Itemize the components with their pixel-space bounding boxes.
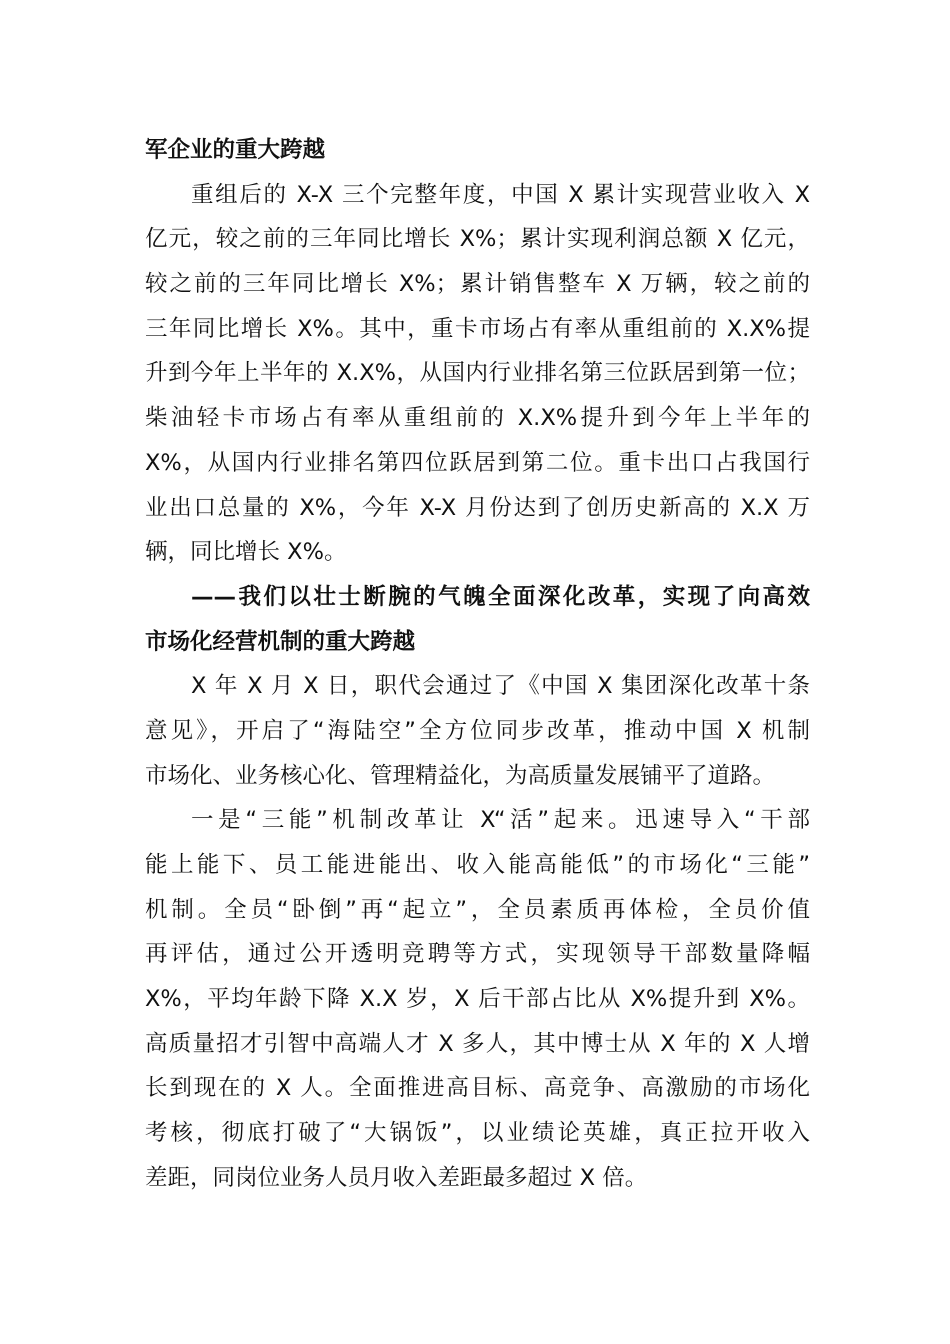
text-line: 高质量招才引智中高端人才 X 多人，其中博士从 X 年的 X 人增 bbox=[145, 1030, 810, 1057]
text-line: 市场化、业务核心化、管理精益化，为高质量发展铺平了道路。 bbox=[145, 762, 776, 789]
section-heading-line: 市场化经营机制的重大跨越 bbox=[145, 628, 416, 655]
document-page bbox=[145, 128, 810, 1201]
text-line: 较之前的三年同比增长 X%；累计销售整车 X 万辆，较之前的 bbox=[145, 271, 810, 298]
text-line: 升到今年上半年的 X.X%，从国内行业排名第三位跃居到第一位； bbox=[145, 360, 810, 387]
text-line: 考核，彻底打破了“大锅饭”，以业绩论英雄，真正拉开收入 bbox=[145, 1120, 810, 1147]
text-line: 能上能下、员工能进能出、收入能高能低”的市场化“三能” bbox=[145, 852, 810, 878]
text-line: 辆，同比增长 X%。 bbox=[145, 539, 347, 566]
text-line: X%，平均年龄下降 X.X 岁，X 后干部占比从 X%提升到 X%。 bbox=[145, 986, 810, 1013]
text-line: X 年 X 月 X 日，职代会通过了《中国 X 集团深化改革十条 bbox=[191, 673, 810, 700]
text-line: 亿元，较之前的三年同比增长 X%；累计实现利润总额 X 亿元， bbox=[145, 226, 810, 253]
text-line: 重组后的 X-X 三个完整年度，中国 X 累计实现营业收入 X bbox=[191, 181, 810, 208]
text-line: 再评估，通过公开透明竞聘等方式，实现领导干部数量降幅 bbox=[145, 941, 810, 968]
text-line: 三年同比增长 X%。其中，重卡市场占有率从重组前的 X.X%提 bbox=[145, 315, 810, 342]
text-line: 意见》，开启了“海陆空”全方位同步改革，推动中国 X 机制 bbox=[145, 717, 810, 744]
text-line: 差距，同岗位业务人员月收入差距最多超过 X 倍。 bbox=[145, 1164, 648, 1191]
text-line: 军企业的重大跨越 bbox=[145, 137, 326, 163]
text-line: 一是“三能”机制改革让 X“活”起来。迅速导入“干部 bbox=[191, 807, 810, 834]
text-line: 机制。全员“卧倒”再“起立”，全员素质再体检，全员价值 bbox=[145, 896, 810, 923]
text-line: 业出口总量的 X%，今年 X-X 月份达到了创历史新高的 X.X 万 bbox=[145, 494, 810, 521]
text-line: X%，从国内行业排名第四位跃居到第二位。重卡出口占我国行 bbox=[145, 449, 810, 476]
text-line: 柴油轻卡市场占有率从重组前的 X.X%提升到今年上半年的 bbox=[145, 405, 810, 432]
section-heading-line: ——我们以壮士断腕的气魄全面深化改革，实现了向高效 bbox=[191, 583, 810, 610]
text-line: 长到现在的 X 人。全面推进高目标、高竞争、高激励的市场化 bbox=[145, 1075, 810, 1102]
